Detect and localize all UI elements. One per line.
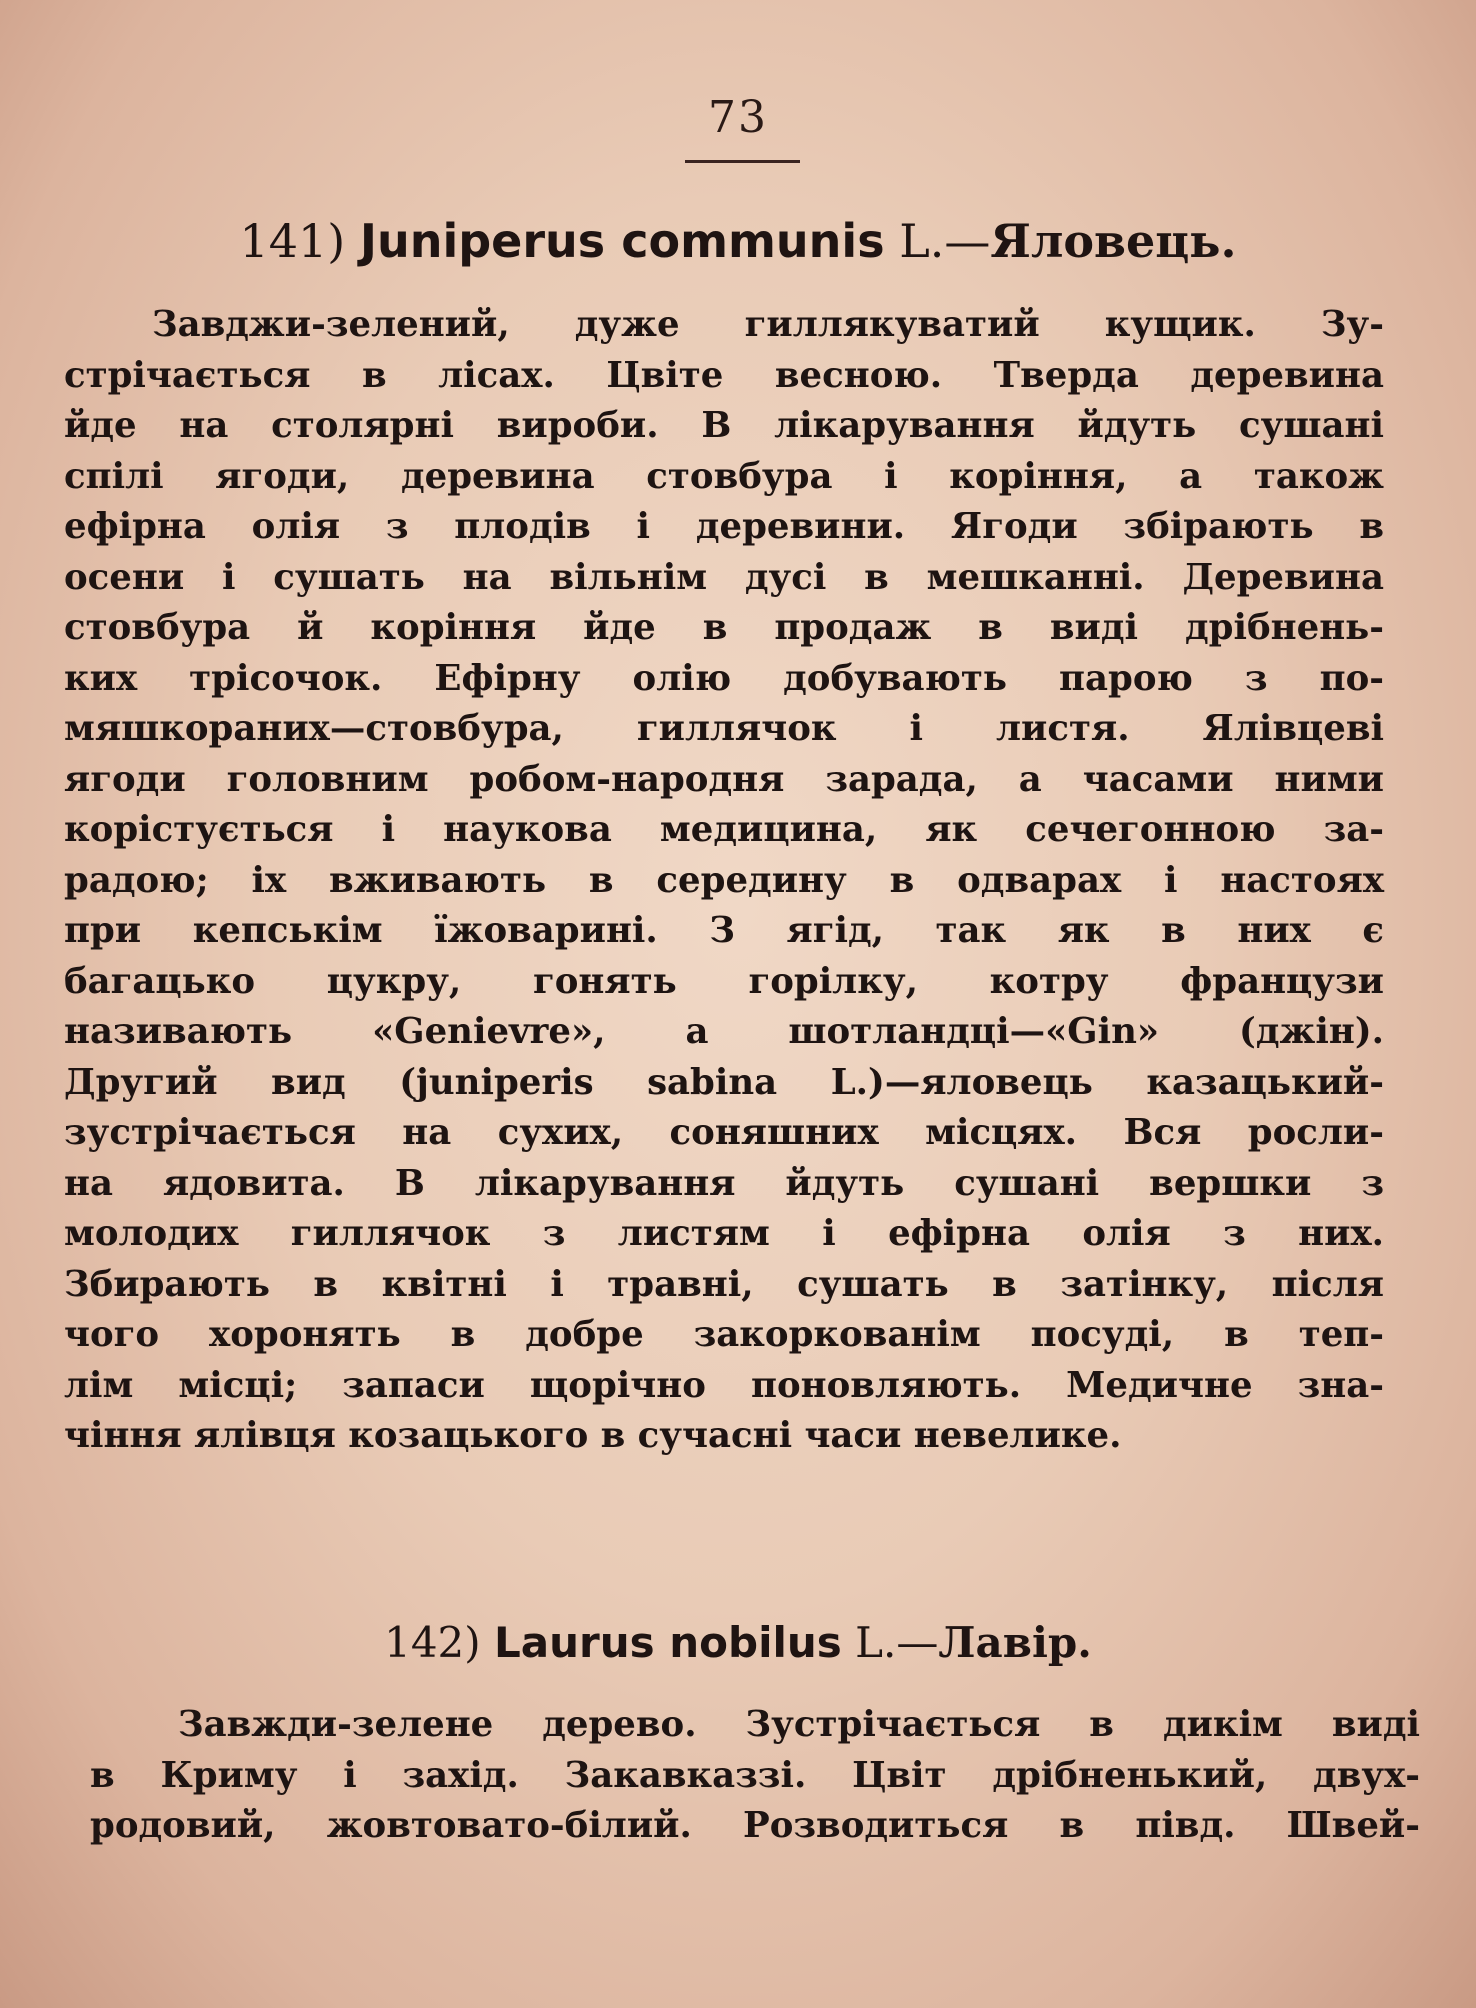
section-heading-juniperus — [0, 214, 1476, 268]
text-line: осени і сушать на вільнім дусі в мешканні. Деревина — [64, 556, 1384, 598]
page-number: 73 — [708, 92, 768, 143]
text-line: на ядовита. В лікарування йдуть сушані вершки з — [64, 1162, 1384, 1204]
ukrainian-name: Лавір. — [938, 1618, 1092, 1667]
heading-dash: — — [896, 1618, 939, 1667]
text-line: стовбура й коріння йде в продаж в виді дрібнень- — [64, 607, 1384, 648]
text-line: стрічається в лісах. Цвіте весною. Тверда деревина — [64, 354, 1384, 396]
text-line: мяшкораних—стовбура, гиллячок і листя. Ялівцеві — [64, 708, 1384, 749]
ukrainian-name: Яловець. — [990, 214, 1237, 268]
text-line: чіння ялівця козацького в сучасні часи невелике. — [64, 1415, 1122, 1456]
text-line: спілі ягоди, деревина стовбура і коріння, а також — [64, 455, 1384, 497]
text-line: чого хоронять в добре закоркованім посуді, в теп- — [64, 1314, 1384, 1355]
author-abbrev: L. — [855, 1618, 897, 1667]
text-line: ефірна олія з плодів і деревини. Ягоди збірають в — [64, 506, 1384, 547]
text-line: лім місці; запаси щорічно поновляють. Медичне зна- — [64, 1364, 1384, 1406]
section-body-laurus — [90, 1700, 1420, 1852]
text-line: Завжди-зелене дерево. Зустрічається в дикім виді — [178, 1704, 1420, 1745]
text-line: багацько цукру, гонять горілку, котру французи — [64, 960, 1384, 1002]
heading-dash: — — [944, 214, 991, 268]
section-number: 142) — [384, 1618, 481, 1667]
text-line: ягоди головним робом-народня зарада, а часами ними — [64, 758, 1384, 800]
text-line: при кепськім їжоварині. З ягід, так як в них є — [64, 910, 1384, 951]
text-line: Завджи-зелений, дуже гиллякуватий кущик. Зу- — [152, 304, 1384, 345]
text-line: родовий, жовтовато-білий. Розводиться в півд. Швей- — [90, 1805, 1420, 1846]
text-line: молодих гиллячок з листям і ефірна олія з них. — [64, 1213, 1384, 1254]
text-line: в Криму і захід. Закавказзі. Цвіт дрібненький, двух- — [90, 1754, 1420, 1796]
text-line: ких трісочок. Ефірну олію добувають парою з по- — [64, 657, 1384, 699]
text-line: Збирають в квітні і травні, сушать в затінку, після — [64, 1263, 1384, 1305]
author-abbrev: L. — [899, 214, 945, 268]
page-number-underline — [685, 160, 800, 163]
text-line: йде на столярні вироби. В лікарування йдуть сушані — [64, 405, 1384, 446]
latin-name: Laurus nobilus — [494, 1618, 842, 1667]
text-line: Другий вид (juniperis sabina L.)—яловець казацький- — [64, 1061, 1384, 1103]
text-line: називають «Genievre», а шотландці—«Gin» (джін). — [64, 1011, 1384, 1052]
section-number: 141) — [239, 214, 346, 268]
text-line: зустрічається на сухих, соняшних місцях. Вся росли- — [64, 1112, 1384, 1153]
text-line: корістується і наукова медицина, як сечегонною за- — [64, 809, 1384, 850]
section-heading-laurus — [0, 1618, 1476, 1667]
latin-name: Juniperus communis — [359, 214, 885, 268]
section-body-juniperus — [64, 300, 1384, 1462]
text-line: радою; іх вживають в середину в одварах і настоях — [64, 859, 1384, 901]
